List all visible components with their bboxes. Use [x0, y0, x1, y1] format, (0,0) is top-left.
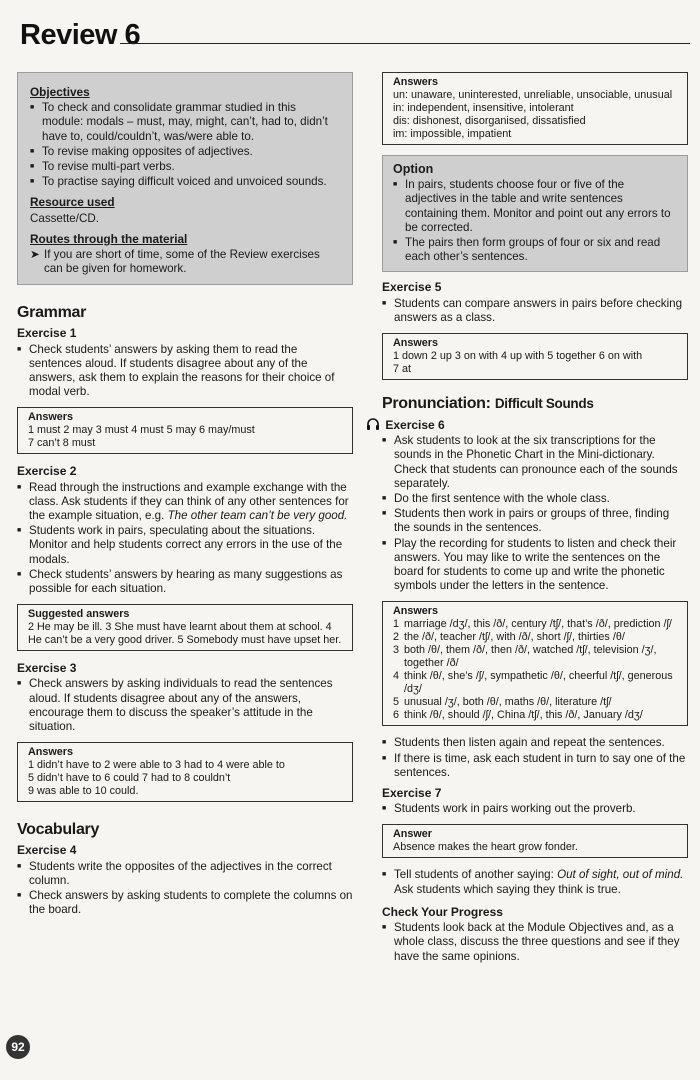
option-bullet: ■ In pairs, students choose four or five of the adjectives in the table and write sentences containing them. Monitor and point out any errors to be corrected.	[393, 178, 677, 235]
option-box	[382, 155, 688, 272]
exercise-2-bullet	[17, 481, 353, 524]
objective-item: ■ To revise multi-part verbs.	[30, 160, 340, 174]
routes-text: If you are short of time, some of the Review exercises can be given for homework.	[44, 248, 320, 276]
saying-text: Tell students of another saying:	[394, 868, 558, 882]
answer-line: im: impossible, impatient	[393, 128, 512, 140]
answers-label: Answers	[393, 605, 439, 618]
objectives-heading: Objectives	[30, 85, 90, 99]
answer-number: 2	[393, 631, 400, 644]
exercise-5-list	[382, 297, 688, 325]
exercise-5-bullet: ■ Students can compare answers in pairs before checking answers as a class.	[382, 297, 688, 325]
page-number: 92	[6, 1035, 30, 1059]
exercise-6-answers	[382, 601, 688, 726]
exercise-7-list	[382, 802, 688, 816]
answer-number: 5	[393, 696, 400, 709]
answer-text: the /ð/, teacher /tʃ/, with /ð/, short /ʃ/, thirties /θ/	[404, 631, 625, 644]
exercise-7-followup-list	[382, 868, 688, 896]
pronunciation-heading-sub: Difficult Sounds	[494, 396, 594, 412]
exercise-6-list	[382, 434, 688, 593]
exercise-2-bullet: ■ Students work in pairs, speculating about the situations. Monitor and help students correct any errors in the use of the modals.	[17, 524, 353, 567]
option-heading: Option	[393, 162, 434, 176]
answer-line: 7 at	[393, 363, 412, 376]
exercise-6-followup-list	[382, 736, 688, 780]
exercise-6-followup-bullet: ■ Students then listen again and repeat the sentences.	[382, 736, 688, 750]
answers-label: Answers	[393, 76, 439, 88]
exercise-4-bullet: ■ Students write the opposites of the adjectives in the correct column.	[17, 860, 353, 888]
answer-label: Answer	[393, 828, 433, 841]
option-list	[393, 178, 677, 264]
exercise-7-bullet: ■ Students work in pairs working out the proverb.	[382, 802, 688, 816]
objective-item: ■ To practise saying difficult voiced and unvoiced sounds.	[30, 175, 340, 189]
exercise-4-answers	[382, 72, 688, 145]
pronunciation-heading-main: Pronunciation:	[382, 395, 491, 413]
exercise-7-heading: Exercise 7	[382, 786, 442, 801]
exercise-4-list	[17, 860, 353, 918]
vocabulary-heading: Vocabulary	[17, 821, 100, 839]
exercise-6-bullet: ■ Play the recording for students to listen and check their answers. You may like to write the sentences on the board for students to come up and write the phonetic symbols under the letters in the sentence.	[382, 537, 688, 594]
exercise-2-list	[17, 481, 353, 597]
exercise-7-followup-bullet	[382, 868, 688, 896]
answer-item	[393, 696, 681, 709]
exercise-6-followup-bullet: ■ If there is time, ask each student in turn to say one of the sentences.	[382, 752, 688, 780]
answer-line: 1 must 2 may 3 must 4 must 5 may 6 may/must	[28, 424, 255, 437]
exercise-1-list	[17, 343, 353, 400]
answer-number: 4	[393, 670, 400, 683]
answer-text: think /θ/, she’s /ʃ/, sympathetic /θ/, cheerful /tʃ/, generous /dʒ/	[404, 670, 673, 696]
progress-list	[382, 921, 688, 964]
exercise-6-heading-row	[366, 417, 688, 432]
answer-number: 1	[393, 618, 400, 631]
answer-line: Absence makes the heart grow fonder.	[393, 841, 578, 854]
exercise-1-answers	[17, 407, 353, 454]
answer-text: think /θ/, should /ʃ/, China /tʃ/, this /ð/, January /dʒ/	[404, 709, 643, 722]
left-column	[17, 72, 353, 918]
exercise-4-bullet: ■ Check answers by asking students to complete the columns on the board.	[17, 889, 353, 917]
answer-number: 6	[393, 709, 400, 722]
title-rule	[120, 43, 690, 44]
answer-line: 7 can’t 8 must	[28, 437, 96, 450]
pronunciation-heading	[382, 394, 688, 413]
exercise-3-list	[17, 677, 353, 734]
page-title: Review 6	[20, 19, 141, 51]
exercise-2-answers	[17, 604, 353, 651]
exercise-6-heading: Exercise 6	[385, 418, 445, 433]
exercise-2-bullet-text: Read through the instructions and example exchange with the class. Ask students if they can think of any other sentences for the example situation, e.g.	[29, 480, 349, 523]
answer-number: 3	[393, 644, 400, 657]
exercise-5-answers	[382, 333, 688, 380]
saying-text-2: Ask students which saying they think is true.	[394, 882, 621, 896]
answer-item	[393, 709, 681, 722]
exercise-3-answers	[17, 742, 353, 802]
answers-label: Answers	[393, 337, 439, 350]
exercise-6-bullet: ■ Do the first sentence with the whole class.	[382, 492, 688, 506]
answer-line: 5 didn’t have to 6 could 7 had to 8 couldn’t	[28, 772, 231, 785]
exercise-5-heading: Exercise 5	[382, 280, 442, 295]
exercise-4-heading: Exercise 4	[17, 843, 77, 858]
resource-text: Cassette/CD.	[30, 211, 99, 225]
exercise-6-bullet: ■ Ask students to look at the six transcriptions for the sounds in the Phonetic Chart in the Mini-dictionary. Check that students can pronounce each of the sounds separately.	[382, 434, 688, 491]
resource-heading: Resource used	[30, 195, 115, 210]
answer-line: un: unaware, uninterested, unreliable, unsociable, unusual	[393, 89, 673, 101]
answers-label: Answers	[28, 746, 74, 759]
exercise-2-bullet: ■ Check students’ answers by hearing as many suggestions as possible for each situation.	[17, 568, 353, 596]
exercise-1-bullet: ■ Check students’ answers by asking them to read the sentences aloud. If students disagree about any of the answers, ask them to explain the reasons for their choice of modal verb.	[17, 343, 353, 400]
exercise-3-heading: Exercise 3	[17, 661, 77, 676]
exercise-6-bullet: ■ Students then work in pairs or groups of three, finding the sounds in the sentences.	[382, 507, 688, 535]
answer-line: 9 was able to 10 could.	[28, 785, 139, 798]
answer-line: dis: dishonest, disorganised, dissatisfied	[393, 115, 586, 127]
right-column	[382, 72, 688, 965]
answer-line: 1 didn’t have to 2 were able to 3 had to 4 were able to	[28, 759, 285, 772]
answer-text: marriage /dʒ/, this /ð/, century /tʃ/, that’s /ð/, prediction /ʃ/	[404, 618, 672, 631]
answer-line: in: independent, insensitive, intolerant	[393, 102, 574, 114]
exercise-3-bullet: ■ Check answers by asking individuals to read the sentences aloud. If students disagree about any of the answers, encourage them to discuss the speaker’s attitude in the situation.	[17, 677, 353, 734]
option-bullet: ■ The pairs then form groups of four or six and read each other’s sentences.	[393, 236, 677, 264]
answer-text: both /θ/, them /ð/, then /ð/, watched /tʃ/, television /ʒ/, together /ð/	[404, 644, 657, 670]
objectives-box	[17, 72, 353, 285]
objective-item: ■ To check and consolidate grammar studied in this module: modals – must, may, might, can’t, had to, didn’t have to, could/couldn’t, was/were able to.	[30, 101, 340, 144]
progress-heading: Check Your Progress	[382, 904, 503, 919]
objective-item: ■ To revise making opposites of adjectives.	[30, 145, 340, 159]
exercise-2-heading: Exercise 2	[17, 464, 77, 479]
objectives-list	[30, 101, 340, 189]
answers-label: Answers	[28, 411, 74, 424]
exercise-1-heading: Exercise 1	[17, 326, 77, 341]
headphones-icon	[366, 417, 380, 431]
progress-bullet: ■ Students look back at the Module Objectives and, as a whole class, discuss the three questions and see if they have the same opinions.	[382, 921, 688, 964]
routes-item	[30, 248, 340, 276]
saying-quote: Out of sight, out of mind.	[557, 868, 684, 882]
answer-item	[393, 631, 681, 644]
answer-line: 2 He may be ill. 3 She must have learnt about them at school. 4 He can’t be a very good driver. 5 Somebody must have upset her.	[28, 621, 342, 647]
grammar-heading: Grammar	[17, 304, 87, 322]
exercise-2-example: The other team can’t be very good.	[167, 509, 348, 523]
arrow-icon: ➤	[30, 248, 40, 262]
answer-item	[393, 670, 681, 696]
answer-item	[393, 618, 681, 631]
answers-label: Suggested answers	[28, 608, 130, 621]
answer-text: unusual /ʒ/, both /θ/, maths /θ/, literature /tʃ/	[404, 696, 612, 709]
answer-line: 1 down 2 up 3 on with 4 up with 5 together 6 on with	[393, 350, 643, 363]
answer-item	[393, 644, 681, 670]
exercise-7-answer	[382, 824, 688, 858]
routes-heading: Routes through the material	[30, 231, 188, 246]
